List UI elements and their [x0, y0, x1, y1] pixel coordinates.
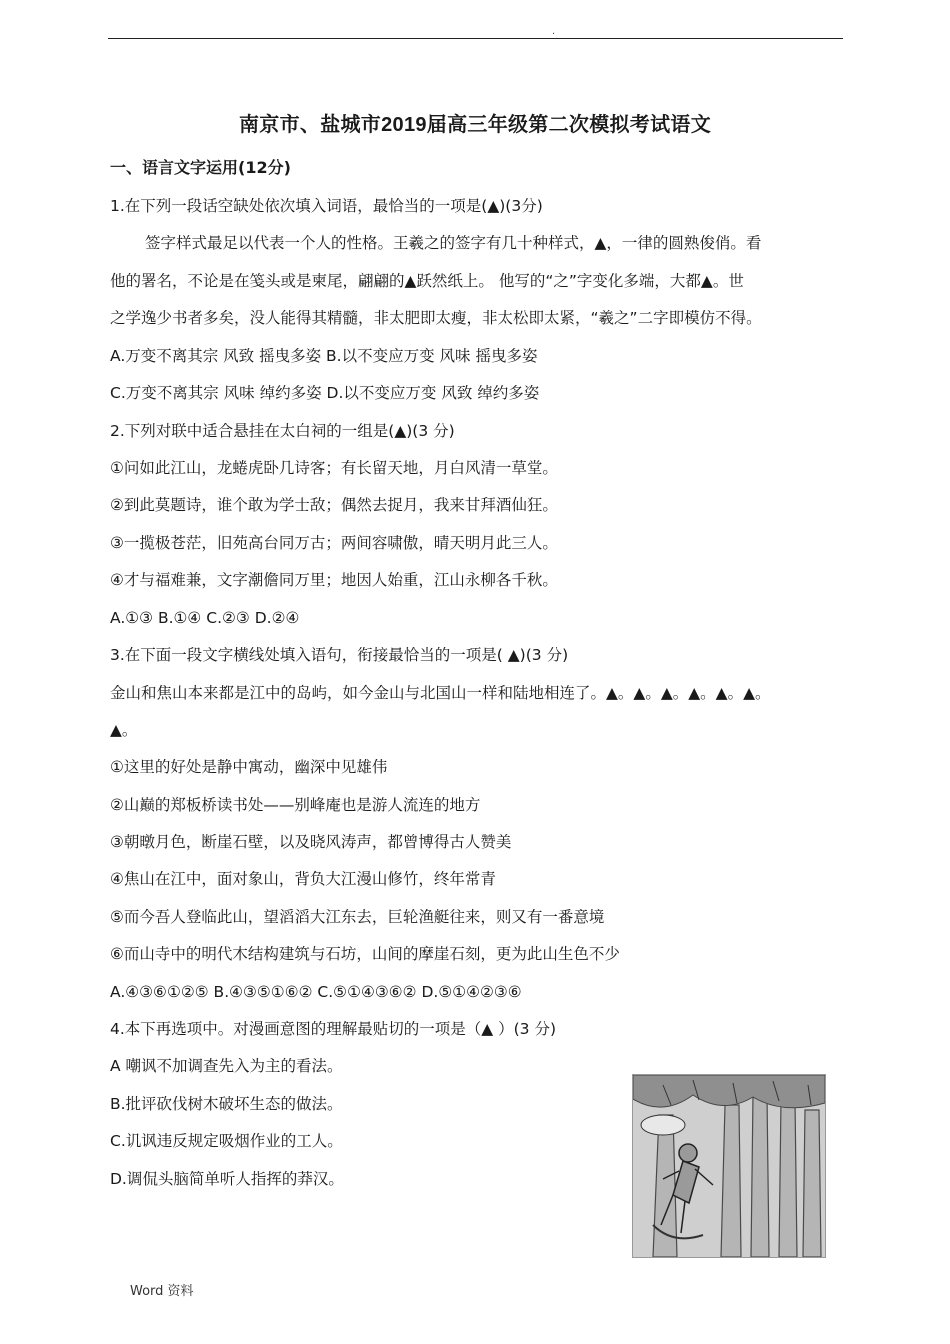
q2-item: ①问如此江山，龙蜷虎卧几诗客；有长留天地，月白风清一草堂。 — [110, 459, 558, 477]
q3-passage-line-2: ▲。 — [110, 721, 138, 739]
q4-option-d: D.调侃头脑简单听人指挥的莽汉。 — [110, 1170, 344, 1188]
q3-item: ④焦山在江中，面对象山，背负大江漫山修竹，终年常青 — [110, 870, 496, 888]
q4-option-b: B.批评砍伐树木破坏生态的做法。 — [110, 1095, 343, 1113]
q3-item: ②山巅的郑板桥读书处——别峰庵也是游人流连的地方 — [110, 796, 481, 814]
q3-item: ⑥而山寺中的明代木结构建筑与石坊，山间的摩崖石刻，更为此山生色不少 — [110, 945, 620, 963]
page-title: 南京市、盐城市2019届高三年级第二次模拟考试语文 — [239, 114, 711, 136]
q3-passage-line-1: 金山和焦山本来都是江中的岛屿，如今金山与北国山一样和陆地相连了。▲。▲。▲。▲。▲。▲。 — [110, 684, 771, 702]
section-heading: 一、语言文字运用(12分) — [110, 158, 291, 177]
q4-option-a: A 嘲讽不加调查先入为主的看法。 — [110, 1057, 343, 1075]
q2-options: A.①③ B.①④ C.②③ D.②④ — [110, 609, 300, 627]
q3-item: ⑤而今吾人登临此山，望滔滔大江东去，巨轮渔艇往来，则又有一番意境 — [110, 908, 605, 926]
q3-item: ③朝暾月色，断崖石壁，以及晓风涛声，都曾博得古人赞美 — [110, 833, 512, 851]
q1-options-cd: C.万变不离其宗 风味 绰约多姿 D.以不变应万变 风致 绰约多姿 — [110, 384, 540, 402]
q1-stem: 1.在下列一段话空缺处依次填入词语，最恰当的一项是(▲)(3分) — [110, 197, 543, 215]
cartoon-image — [632, 1074, 826, 1258]
q4-option-c: C.讥讽违反规定吸烟作业的工人。 — [110, 1132, 343, 1150]
q1-options-ab: A.万变不离其宗 风致 摇曳多姿 B.以不变应万变 风味 摇曳多姿 — [110, 347, 538, 365]
q2-item: ④才与福难兼，文字潮儋同万里；地因人始重，江山永柳各千秋。 — [110, 571, 558, 589]
q1-passage-line-3: 之学逸少书者多矣，没人能得其精髓，非太肥即太瘦，非太松即太紧，“羲之”二字即模仿不得。 — [110, 309, 762, 327]
q1-passage-line-1: 签字样式最足以代表一个人的性格。王羲之的签字有几十种样式，▲，一律的圆熟俊俏。看 — [145, 234, 762, 252]
footer-label: Word 资料 — [130, 1284, 194, 1299]
q1-passage-line-2: 他的署名，不论是在笺头或是柬尾，翩翩的▲跃然纸上。 他写的“之”字变化多端，大都▲。世 — [110, 272, 744, 290]
header-dot: . — [552, 26, 556, 37]
header-rule — [108, 38, 843, 39]
q3-stem: 3.在下面一段文字横线处填入语句，衔接最恰当的一项是( ▲)(3 分) — [110, 646, 569, 664]
q2-stem: 2.下列对联中适合悬挂在太白祠的一组是(▲)(3 分) — [110, 422, 455, 440]
q3-item: ①这里的好处是静中寓动，幽深中见雄伟 — [110, 758, 388, 776]
q3-options: A.④③⑥①②⑤ B.④③⑤①⑥② C.⑤①④③⑥② D.⑤①④②③⑥ — [110, 983, 522, 1001]
q2-item: ③一揽极苍茫，旧苑高台同万古；两间容啸傲，晴天明月此三人。 — [110, 534, 558, 552]
q4-stem: 4.本下再选项中。对漫画意图的理解最贴切的一项是（▲ ）(3 分) — [110, 1020, 557, 1038]
q2-item: ②到此莫题诗，谁个敢为学士敌；偶然去捉月，我来甘拜酒仙狂。 — [110, 496, 558, 514]
